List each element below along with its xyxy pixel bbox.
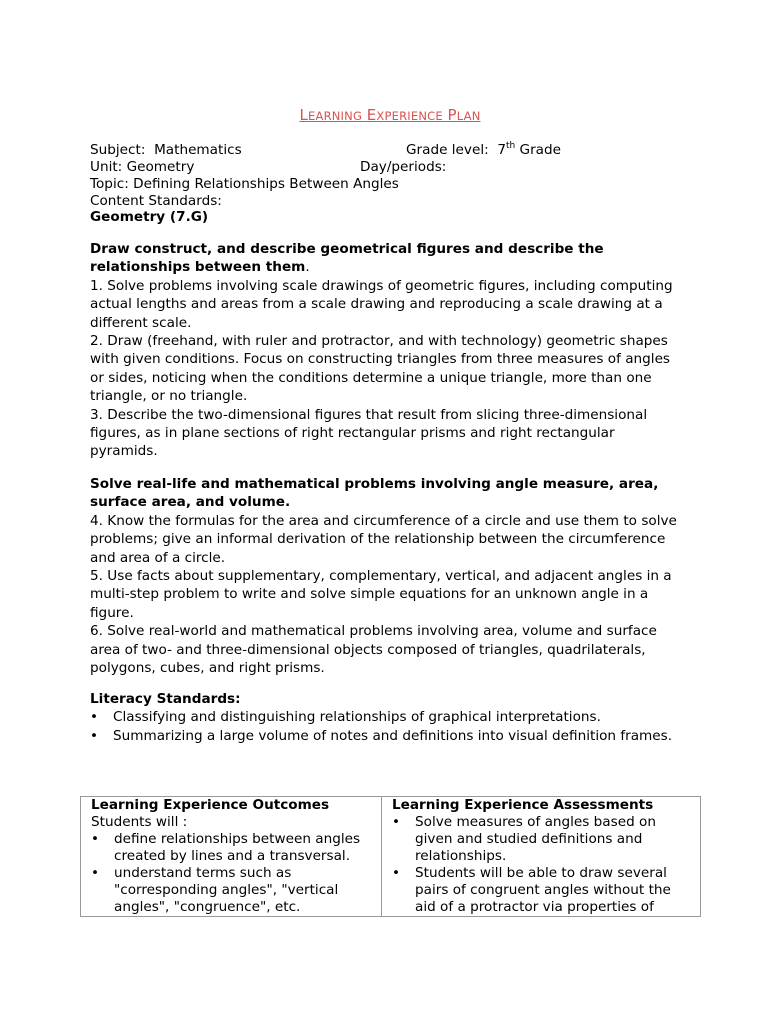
- unit-label: Unit:: [90, 159, 123, 175]
- literacy-section: [90, 690, 678, 745]
- grade-number: 7: [497, 142, 506, 158]
- topic-row: [90, 175, 399, 193]
- page-title: [90, 106, 690, 125]
- literacy-heading: Literacy Standards:: [90, 691, 241, 707]
- title-initial: P: [447, 106, 457, 124]
- list-item: • Classifying and distinguishing relationships of graphical interpretations.: [90, 708, 678, 726]
- grade-label: Grade level:: [406, 142, 489, 158]
- list-item: • Solve measures of angles based on given and studied definitions and relationships.: [392, 814, 690, 865]
- standard-item: 5. Use facts about supplementary, complementary, vertical, and adjacent angles in a multi-step problem to write and solve simple equations for an unknown angle in a figure.: [90, 568, 672, 621]
- subject-row: [90, 141, 242, 159]
- unit-value: Geometry: [126, 159, 195, 175]
- assessments-header: Learning Experience Assessments: [392, 797, 654, 813]
- outcomes-list: [91, 831, 371, 916]
- dayperiods-label: Day/periods:: [360, 159, 447, 175]
- section-1-heading-period: .: [305, 259, 310, 276]
- standard-item: 2. Draw (freehand, with ruler and protractor, and with technology) geometric shapes with given conditions. Focus on constructing triangles from three measures of angles or sides, noticing when the conditions determine a unique triangle, more than one triangle, or no triangle.: [90, 333, 671, 405]
- topic-value: Defining Relationships Between Angles: [133, 176, 399, 192]
- subject-label: Subject:: [90, 142, 146, 158]
- literacy-list: [90, 708, 678, 745]
- standards-section-1: [90, 240, 678, 461]
- list-item: • define relationships between angles created by lines and a transversal.: [91, 831, 371, 865]
- list-item: • Summarizing a large volume of notes and definitions into visual definition frames.: [90, 727, 678, 745]
- topic-label: Topic:: [90, 176, 129, 192]
- outcomes-assessments-table: [80, 796, 701, 917]
- section-2-heading: Solve real-life and mathematical problems involving angle measure, area, surface area, and volume.: [90, 476, 659, 511]
- list-item: • Students will be able to draw several pairs of congruent angles without the aid of a protractor via properties of: [392, 865, 690, 916]
- title-rest: XPERIENCE: [376, 109, 443, 123]
- standard-item: 6. Solve real-world and mathematical problems involving area, volume and surface area of two- and three-dimensional objects composed of triangles, quadrilaterals, polygons, cubes, and right prisms.: [90, 623, 657, 677]
- grade-word: Grade: [519, 142, 561, 158]
- section-1-heading: [90, 240, 678, 277]
- outcomes-cell: [81, 797, 382, 917]
- title-rest: LAN: [456, 109, 481, 123]
- title-rest: EARNING: [308, 109, 363, 123]
- content-standards-label: Content Standards:: [90, 193, 222, 209]
- standards-section-2: [90, 475, 678, 677]
- table-row: [81, 797, 701, 917]
- assessments-cell: [382, 797, 701, 917]
- standard-item: 1. Solve problems involving scale drawings of geometric figures, including computing actual lengths and areas from a scale drawing and reproducing a scale drawing at a different scale.: [90, 277, 673, 331]
- list-item: • understand terms such as "corresponding angles", "vertical angles", "congruence", etc.: [91, 865, 371, 916]
- title-initial: L: [299, 106, 309, 124]
- outcomes-header: Learning Experience Outcomes: [91, 797, 330, 813]
- unit-row: [90, 158, 194, 176]
- standard-item: 4. Know the formulas for the area and circumference of a circle and use them to solve problems; give an informal derivation of the relationship between the circumference and area of a circle.: [90, 512, 677, 566]
- grade-row: [406, 141, 561, 159]
- assessments-list: [392, 814, 690, 916]
- subject-value: Mathematics: [154, 142, 242, 158]
- title-initial: E: [366, 106, 377, 124]
- standard-item: 3. Describe the two-dimensional figures that result from slicing three-dimensional figures, as in plane sections of right rectangular prisms and right rectangular pyramids.: [90, 406, 648, 460]
- section-1-heading-text: Draw construct, and describe geometrical figures and describe the relationships between them: [90, 241, 604, 276]
- outcomes-intro: Students will :: [91, 814, 188, 830]
- grade-suffix: th: [505, 141, 516, 151]
- geometry-heading: Geometry (7.G): [90, 209, 209, 225]
